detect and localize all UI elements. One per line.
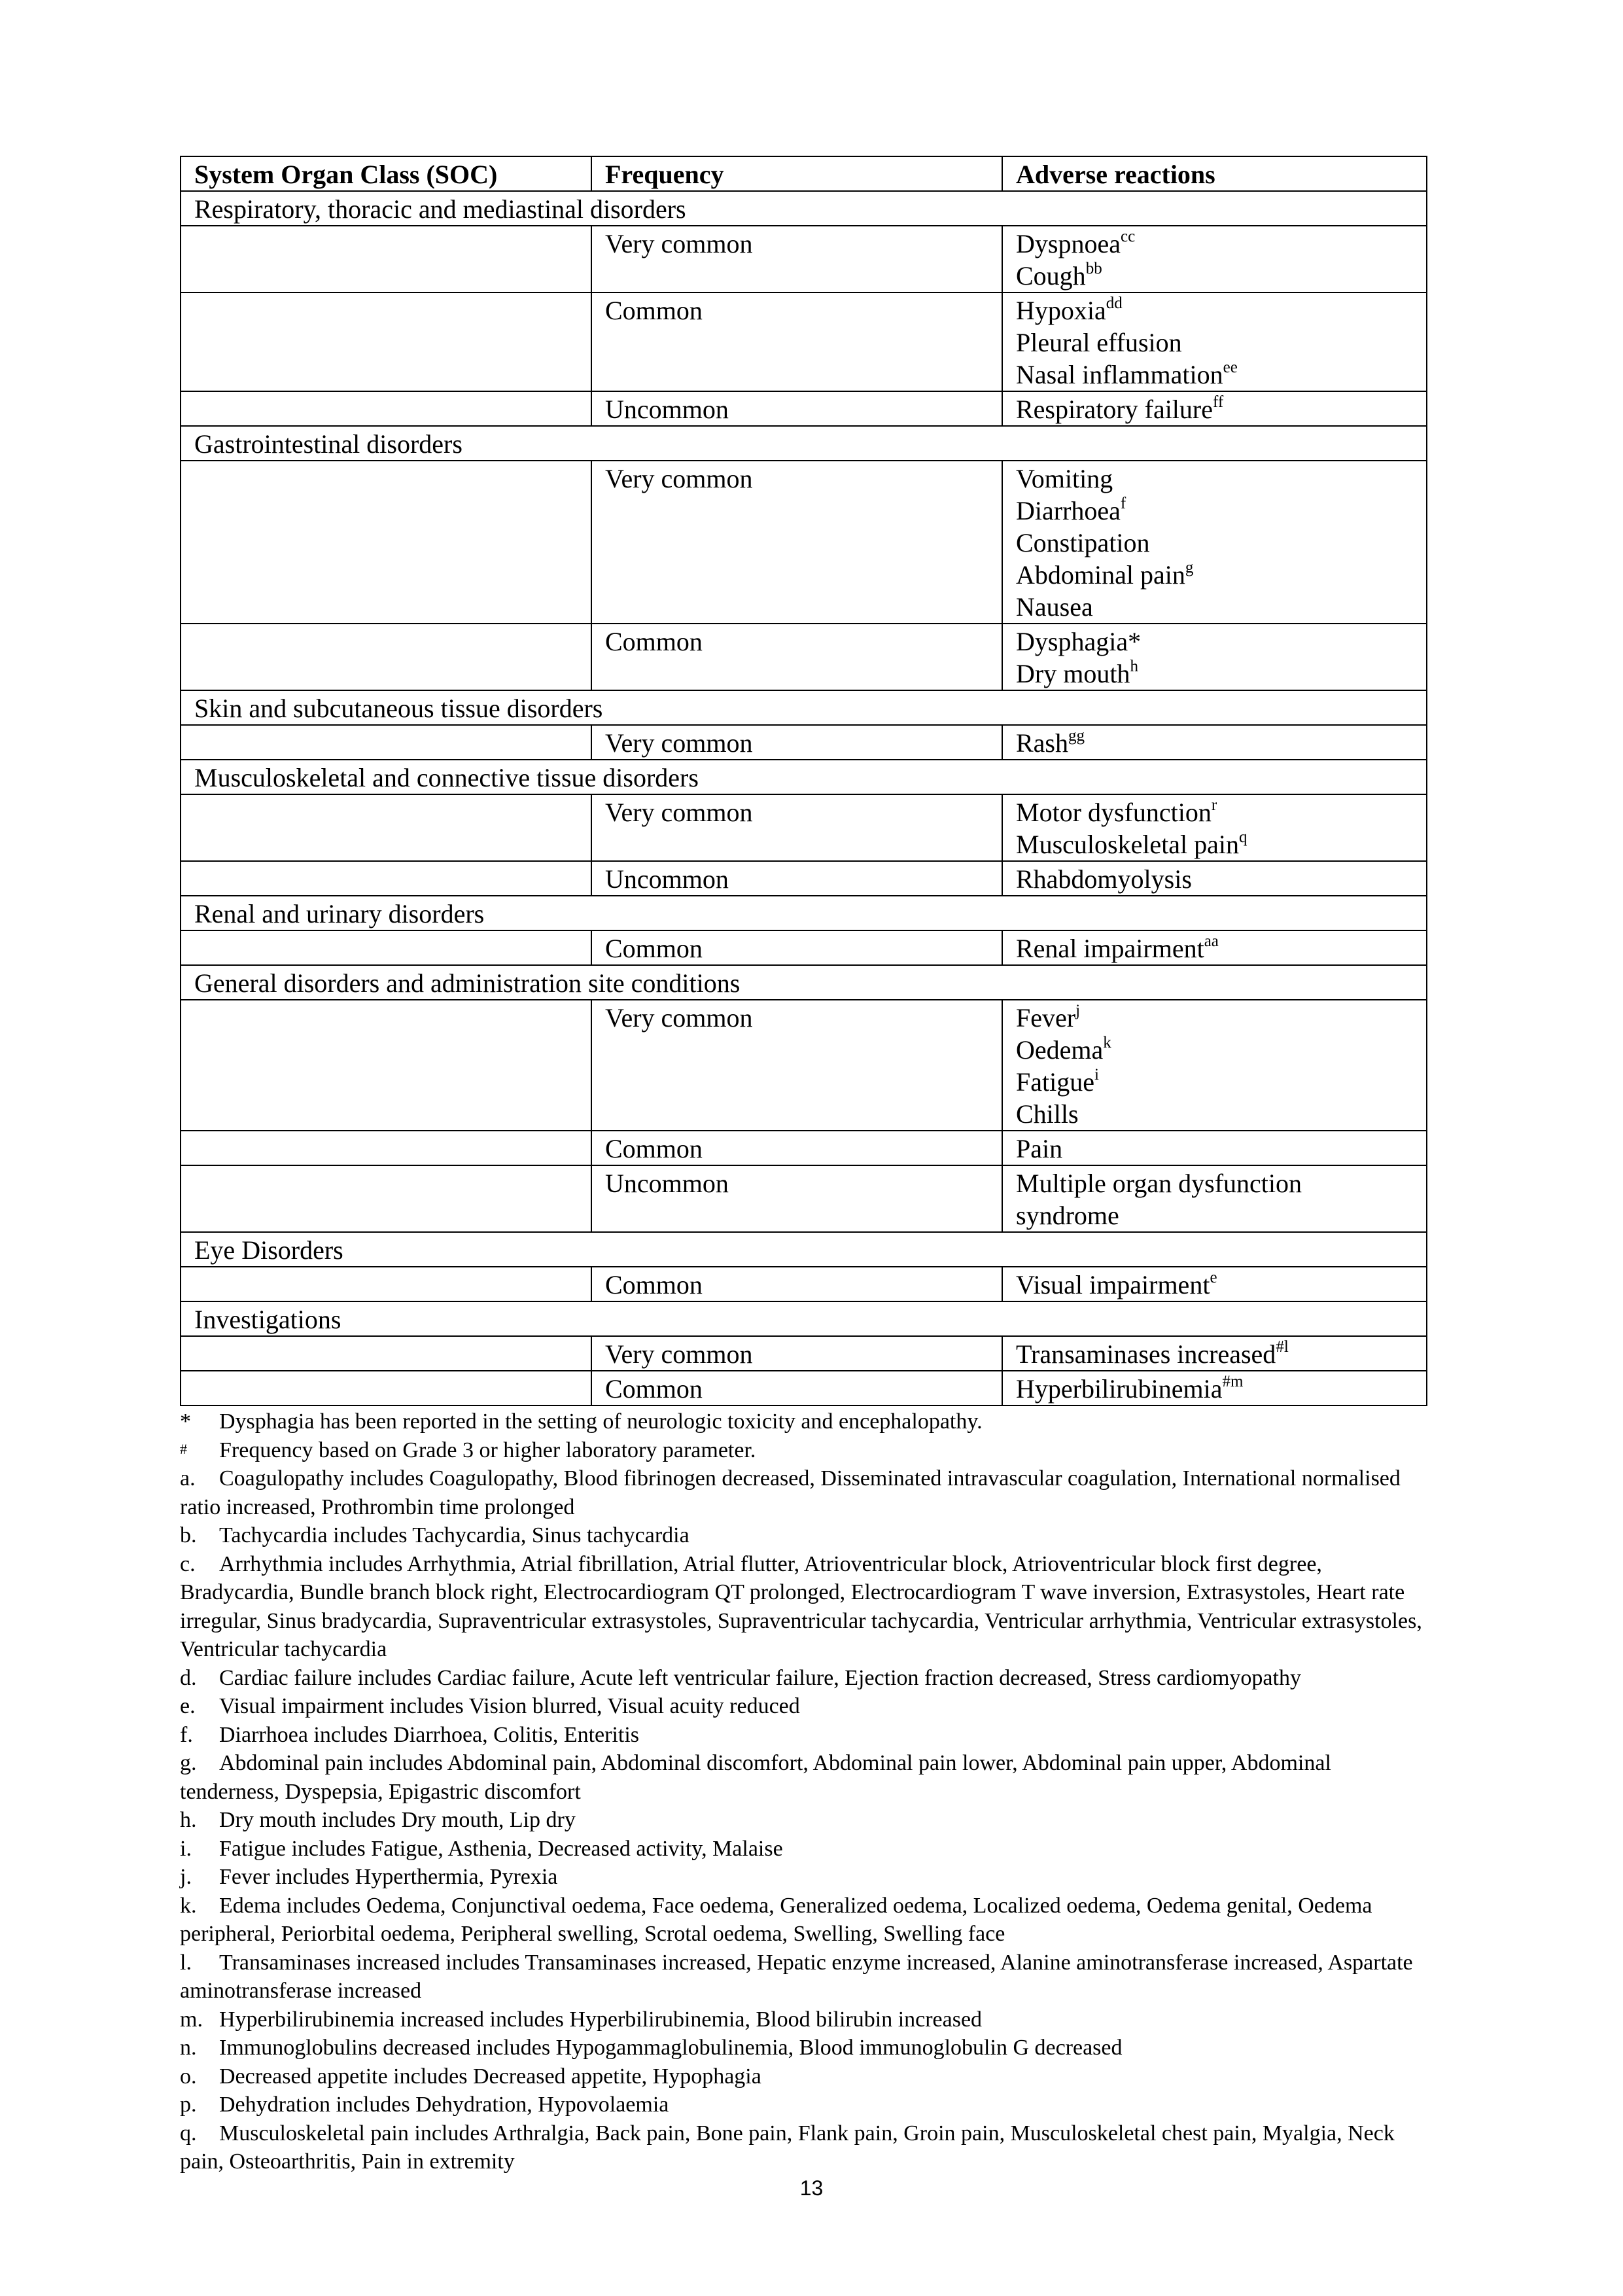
- reaction-footnote-ref: ee: [1223, 358, 1238, 376]
- adverse-reaction: [1016, 1034, 1413, 1066]
- frequency-cell: Very common: [591, 725, 1002, 760]
- frequency-cell: Uncommon: [591, 391, 1002, 426]
- footnote: [180, 1949, 1426, 2005]
- adverse-reaction: [1016, 260, 1413, 292]
- reaction-text: Pleural effusion: [1016, 328, 1182, 357]
- footnote-text: Dry mouth includes Dry mouth, Lip dry: [219, 1808, 576, 1832]
- table-row: [181, 930, 1427, 965]
- empty-soc-cell: [181, 930, 591, 965]
- empty-soc-cell: [181, 226, 591, 292]
- reaction-text: Transaminases increased: [1016, 1339, 1276, 1369]
- footnote-marker: d.: [180, 1665, 197, 1690]
- footnote-marker: j.: [180, 1865, 192, 1889]
- footnote-marker: c.: [180, 1551, 196, 1576]
- footnotes: [180, 1407, 1426, 2176]
- header-adverse-reactions: Adverse reactions: [1002, 156, 1427, 191]
- adverse-reaction: [1016, 359, 1413, 391]
- frequency-cell: Very common: [591, 1000, 1002, 1131]
- adverse-reaction: [1016, 1133, 1413, 1165]
- reaction-footnote-ref: k: [1103, 1033, 1111, 1051]
- footnote-marker: #: [180, 1440, 187, 1457]
- footnote-marker: a.: [180, 1466, 196, 1491]
- footnote: [180, 2091, 1426, 2119]
- reactions-cell: [1002, 1336, 1427, 1371]
- footnote-text: Fever includes Hyperthermia, Pyrexia: [219, 1865, 558, 1889]
- empty-soc-cell: [181, 391, 591, 426]
- empty-soc-cell: [181, 794, 591, 861]
- soc-name: Respiratory, thoracic and mediastinal disorders: [181, 191, 1427, 226]
- reaction-text: Vomiting: [1016, 464, 1113, 493]
- reaction-text: Rash: [1016, 728, 1068, 758]
- frequency-cell: Very common: [591, 1336, 1002, 1371]
- frequency-cell: Common: [591, 292, 1002, 391]
- footnote: [180, 1835, 1426, 1863]
- table-row: [181, 1371, 1427, 1405]
- footnote-text: Fatigue includes Fatigue, Asthenia, Decreased activity, Malaise: [219, 1836, 783, 1861]
- adverse-reaction: [1016, 1002, 1413, 1034]
- footnote: [180, 1550, 1426, 1664]
- reaction-footnote-ref: gg: [1068, 726, 1085, 745]
- footnote-marker: h.: [180, 1808, 197, 1832]
- reaction-footnote-ref: q: [1239, 828, 1248, 846]
- soc-row: [181, 896, 1427, 930]
- adverse-reaction: [1016, 828, 1413, 860]
- footnote-text: Transaminases increased includes Transaminases increased, Hepatic enzyme increased, Alanine aminotransferase increased, Aspartate aminotransferase increased: [180, 1950, 1413, 2003]
- frequency-cell: Uncommon: [591, 861, 1002, 896]
- reaction-footnote-ref: f: [1120, 494, 1126, 512]
- empty-soc-cell: [181, 624, 591, 690]
- frequency-cell: Common: [591, 930, 1002, 965]
- footnote-marker: b.: [180, 1523, 197, 1547]
- soc-name: Skin and subcutaneous tissue disorders: [181, 690, 1427, 725]
- footnote-text: Abdominal pain includes Abdominal pain, Abdominal discomfort, Abdominal pain lower, Abdominal pain upper, Abdominal tenderness, Dyspepsia, Epigastric discomfort: [180, 1751, 1331, 1804]
- footnote: [180, 2119, 1426, 2176]
- footnote-marker: l.: [180, 1950, 192, 1975]
- footnote: [180, 1692, 1426, 1721]
- footnote-text: Musculoskeletal pain includes Arthralgia, Back pain, Bone pain, Flank pain, Groin pain, Musculoskeletal chest pain, Myalgia, Neck pain, Osteoarthritis, Pain in extremity: [180, 2121, 1395, 2174]
- frequency-cell: Common: [591, 624, 1002, 690]
- reaction-footnote-ref: bb: [1085, 259, 1102, 277]
- frequency-cell: Common: [591, 1371, 1002, 1405]
- reaction-text: Dry mouth: [1016, 659, 1130, 688]
- soc-row: [181, 1301, 1427, 1336]
- reaction-text: Cough: [1016, 261, 1086, 291]
- table-row: [181, 1165, 1427, 1232]
- soc-name: Musculoskeletal and connective tissue disorders: [181, 760, 1427, 794]
- reactions-cell: [1002, 1267, 1427, 1301]
- reaction-text: Respiratory failure: [1016, 395, 1213, 424]
- frequency-cell: Common: [591, 1131, 1002, 1165]
- adverse-reaction: [1016, 658, 1413, 690]
- reaction-text: Nasal inflammation: [1016, 360, 1223, 389]
- frequency-cell: Common: [591, 1267, 1002, 1301]
- reaction-text: Abdominal pain: [1016, 560, 1185, 590]
- reactions-cell: [1002, 391, 1427, 426]
- soc-row: [181, 191, 1427, 226]
- footnote-marker: g.: [180, 1751, 197, 1775]
- reactions-cell: [1002, 794, 1427, 861]
- footnote-marker: m.: [180, 2007, 203, 2032]
- adverse-reaction: [1016, 228, 1413, 260]
- footnote-marker: q.: [180, 2121, 197, 2146]
- footnote: [180, 2034, 1426, 2062]
- footnote-text: Arrhythmia includes Arrhythmia, Atrial fibrillation, Atrial flutter, Atrioventricular block, Atrioventricular block first degree, Bradycardia, Bundle branch block right, Electrocardiogram QT prolonged, Electrocardiogram T wave inversion, Extrasystoles, Heart rate irregular, Sinus bradycardia, Supraventricular extrasystoles, Supraventricular tachycardia, Ventricular arrhythmia, Ventricular extrasystoles, Ventricular tachycardia: [180, 1551, 1422, 1661]
- reaction-text: Constipation: [1016, 528, 1150, 557]
- empty-soc-cell: [181, 1267, 591, 1301]
- reaction-footnote-ref: dd: [1106, 294, 1123, 312]
- footnote-text: Visual impairment includes Vision blurred, Visual acuity reduced: [219, 1694, 800, 1718]
- adverse-reaction: [1016, 327, 1413, 359]
- footnote-marker: n.: [180, 2036, 197, 2060]
- reaction-text: Chills: [1016, 1099, 1079, 1129]
- empty-soc-cell: [181, 292, 591, 391]
- table-row: [181, 1336, 1427, 1371]
- adverse-reaction: [1016, 932, 1413, 964]
- reactions-cell: [1002, 861, 1427, 896]
- header-soc: System Organ Class (SOC): [181, 156, 591, 191]
- footnote: [180, 1721, 1426, 1750]
- soc-row: [181, 426, 1427, 461]
- reaction-text: Nausea: [1016, 592, 1093, 622]
- adverse-reaction: [1016, 626, 1413, 658]
- empty-soc-cell: [181, 1371, 591, 1405]
- reaction-footnote-ref: #l: [1276, 1337, 1289, 1356]
- empty-soc-cell: [181, 1000, 591, 1131]
- table-row: [181, 461, 1427, 624]
- footnote-marker: *: [180, 1409, 191, 1434]
- footnote: [180, 1892, 1426, 1949]
- soc-name: Eye Disorders: [181, 1232, 1427, 1267]
- reaction-text: Rhabdomyolysis: [1016, 864, 1192, 894]
- footnote-marker: i.: [180, 1836, 192, 1861]
- soc-name: Investigations: [181, 1301, 1427, 1336]
- footnote-text: Dysphagia has been reported in the setting of neurologic toxicity and encephalopathy.: [219, 1409, 983, 1434]
- reactions-cell: [1002, 292, 1427, 391]
- table-row: [181, 794, 1427, 861]
- adverse-reaction: [1016, 1098, 1413, 1130]
- adverse-reaction: [1016, 495, 1413, 527]
- table-header-row: [181, 156, 1427, 191]
- footnote: [180, 1664, 1426, 1693]
- footnote-marker: o.: [180, 2064, 197, 2089]
- reaction-text: Diarrhoea: [1016, 496, 1121, 525]
- footnote: [180, 2005, 1426, 2034]
- adverse-reaction: [1016, 591, 1413, 623]
- reaction-text: Fatigue: [1016, 1067, 1094, 1097]
- frequency-cell: Very common: [591, 461, 1002, 624]
- table-body: [181, 191, 1427, 1405]
- reaction-text: Renal impairment: [1016, 934, 1204, 963]
- footnote-marker: f.: [180, 1722, 193, 1747]
- reaction-footnote-ref: r: [1211, 796, 1217, 814]
- reaction-text: Motor dysfunction: [1016, 798, 1212, 827]
- adverse-reaction: [1016, 1269, 1413, 1301]
- footnote-text: Immunoglobulins decreased includes Hypogammaglobulinemia, Blood immunoglobulin G decreased: [219, 2036, 1123, 2060]
- reaction-footnote-ref: h: [1130, 657, 1138, 675]
- adverse-reaction: [1016, 294, 1413, 327]
- footnote-text: Cardiac failure includes Cardiac failure, Acute left ventricular failure, Ejection fraction decreased, Stress cardiomyopathy: [219, 1665, 1301, 1690]
- table-row: [181, 226, 1427, 292]
- reactions-cell: [1002, 930, 1427, 965]
- footnote-text: Diarrhoea includes Diarrhoea, Colitis, Enteritis: [219, 1722, 640, 1747]
- reaction-footnote-ref: ff: [1213, 393, 1224, 411]
- soc-name: Renal and urinary disorders: [181, 896, 1427, 930]
- frequency-cell: Very common: [591, 226, 1002, 292]
- footnote: [180, 1863, 1426, 1892]
- table-row: [181, 1000, 1427, 1131]
- empty-soc-cell: [181, 861, 591, 896]
- footnote-text: Dehydration includes Dehydration, Hypovolaemia: [219, 2093, 669, 2117]
- adverse-reaction: [1016, 1373, 1413, 1405]
- footnote-text: Coagulopathy includes Coagulopathy, Blood fibrinogen decreased, Disseminated intravascular coagulation, International normalised ratio increased, Prothrombin time prolonged: [180, 1466, 1401, 1519]
- footnote: [180, 1749, 1426, 1806]
- reaction-text: Oedema: [1016, 1035, 1104, 1065]
- table-row: [181, 1267, 1427, 1301]
- adverse-reaction: [1016, 796, 1413, 828]
- footnote-text: Hyperbilirubinemia increased includes Hyperbilirubinemia, Blood bilirubin increased: [219, 2007, 983, 2032]
- soc-row: [181, 690, 1427, 725]
- table-row: [181, 725, 1427, 760]
- reaction-text: Hyperbilirubinemia: [1016, 1374, 1223, 1404]
- empty-soc-cell: [181, 725, 591, 760]
- footnote: [180, 1464, 1426, 1521]
- footnote: [180, 1407, 1426, 1436]
- reaction-footnote-ref: e: [1210, 1268, 1217, 1286]
- header-frequency: Frequency: [591, 156, 1002, 191]
- reactions-cell: [1002, 725, 1427, 760]
- adverse-reaction: [1016, 1199, 1413, 1231]
- adverse-reaction: [1016, 727, 1413, 759]
- reaction-text: Multiple organ dysfunction: [1016, 1169, 1302, 1198]
- reaction-footnote-ref: i: [1094, 1065, 1099, 1084]
- adverse-reaction: [1016, 1338, 1413, 1370]
- footnote: [180, 1436, 1426, 1465]
- reactions-cell: [1002, 1165, 1427, 1232]
- reaction-footnote-ref: aa: [1204, 932, 1219, 950]
- frequency-cell: Uncommon: [591, 1165, 1002, 1232]
- footnote: [180, 1806, 1426, 1835]
- reaction-footnote-ref: #m: [1222, 1372, 1244, 1390]
- reactions-cell: [1002, 461, 1427, 624]
- soc-row: [181, 1232, 1427, 1267]
- frequency-cell: Very common: [591, 794, 1002, 861]
- reactions-cell: [1002, 1371, 1427, 1405]
- empty-soc-cell: [181, 1336, 591, 1371]
- reaction-footnote-ref: j: [1075, 1001, 1081, 1019]
- adverse-reaction: [1016, 559, 1413, 591]
- footnote-text: Decreased appetite includes Decreased appetite, Hypophagia: [219, 2064, 761, 2089]
- reaction-footnote-ref: cc: [1120, 227, 1136, 245]
- footnote-marker: e.: [180, 1694, 196, 1718]
- reaction-text: Fever: [1016, 1003, 1076, 1033]
- adverse-reaction: [1016, 1167, 1413, 1199]
- empty-soc-cell: [181, 1131, 591, 1165]
- soc-name: Gastrointestinal disorders: [181, 426, 1427, 461]
- reaction-text: Pain: [1016, 1134, 1063, 1163]
- table-row: [181, 391, 1427, 426]
- footnote-text: Edema includes Oedema, Conjunctival oedema, Face oedema, Generalized oedema, Localized oedema, Oedema genital, Oedema peripheral, Periorbital oedema, Peripheral swelling, Scrotal oedema, Swelling, Swelling face: [180, 1893, 1372, 1946]
- footnote-marker: p.: [180, 2093, 197, 2117]
- adverse-reaction: [1016, 527, 1413, 559]
- adverse-reaction: [1016, 863, 1413, 895]
- footnote-marker: k.: [180, 1893, 197, 1918]
- empty-soc-cell: [181, 1165, 591, 1232]
- reaction-text: Visual impairment: [1016, 1270, 1210, 1299]
- empty-soc-cell: [181, 461, 591, 624]
- table-row: [181, 292, 1427, 391]
- reactions-cell: [1002, 1000, 1427, 1131]
- table-row: [181, 1131, 1427, 1165]
- reaction-text: Hypoxia: [1016, 296, 1106, 325]
- adverse-reaction: [1016, 393, 1413, 425]
- adverse-reaction: [1016, 1066, 1413, 1098]
- document-page: [180, 156, 1426, 2176]
- soc-row: [181, 965, 1427, 1000]
- soc-name: General disorders and administration site conditions: [181, 965, 1427, 1000]
- reaction-text: syndrome: [1016, 1201, 1119, 1230]
- adverse-reaction: [1016, 463, 1413, 495]
- reaction-footnote-ref: g: [1185, 558, 1194, 576]
- reactions-cell: [1002, 226, 1427, 292]
- footnote-text: Tachycardia includes Tachycardia, Sinus tachycardia: [219, 1523, 689, 1547]
- reactions-cell: [1002, 624, 1427, 690]
- reaction-text: Musculoskeletal pain: [1016, 830, 1240, 859]
- page-number: 13: [799, 2176, 824, 2200]
- reaction-text: Dysphagia*: [1016, 627, 1142, 656]
- table-row: [181, 861, 1427, 896]
- footnote: [180, 2062, 1426, 2091]
- adverse-reactions-table: [180, 156, 1427, 1406]
- reaction-text: Dyspnoea: [1016, 229, 1121, 258]
- footnote: [180, 1521, 1426, 1550]
- table-row: [181, 624, 1427, 690]
- soc-row: [181, 760, 1427, 794]
- reactions-cell: [1002, 1131, 1427, 1165]
- footnote-text: Frequency based on Grade 3 or higher laboratory parameter.: [219, 1438, 756, 1462]
